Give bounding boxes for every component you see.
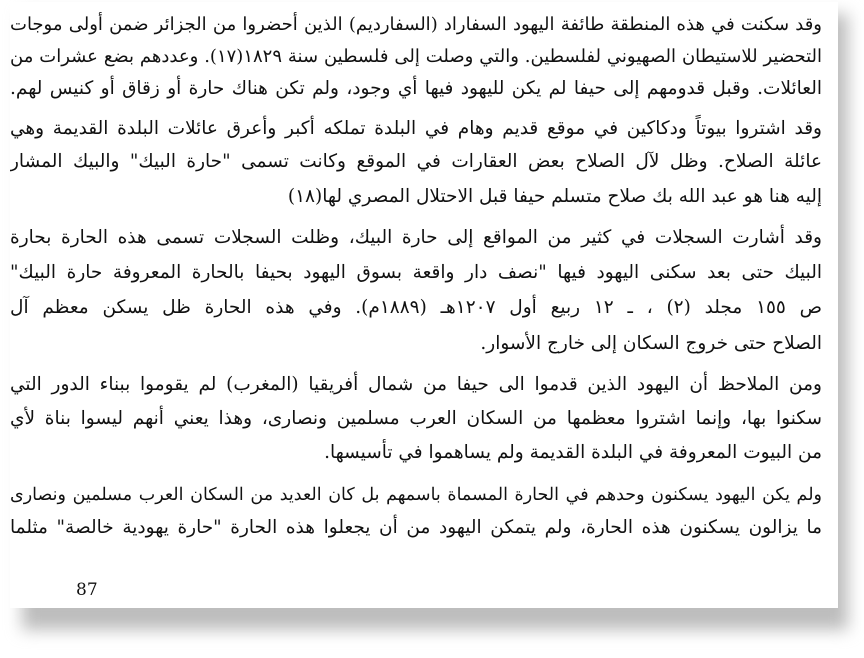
text-line-5: عائلة الصلاح. وظل لآل الصلاح بعض العقارات في الموقع وكانت تسمى "حارة البيك" والبيك المشار <box>10 151 822 172</box>
text-line-2: التحضير للاستيطان الصهيوني لفلسطين. والتي وصلت إلى فلسطين سنة ١٨٢٩(١٧). وعددهم بضع عشرات من <box>10 46 822 67</box>
text-line-14: ولم يكن اليهود يسكنون وحدهم في الحارة المسماة باسمهم بل كان العديد من السكان العرب مسلمين ونصارى <box>10 485 822 505</box>
text-line-1: وقد سكنت في هذه المنطقة طائفة اليهود السفاراد (السفارديم) الذين أحضروا من الجزائر ضمن أولى موجات <box>10 14 822 35</box>
text-line-11: ومن الملاحظ أن اليهود الذين قدموا الى حيفا من شمال أفريقيا (المغرب) لم يقوموا ببناء الدور التي <box>10 374 822 395</box>
text-line-10: الصلاح حتى خروج السكان إلى خارج الأسوار. <box>480 333 822 354</box>
text-line-4: وقد اشتروا بيوتاً ودكاكين في موقع قديم وهام في البلدة تملكه أكبر وأعرق عائلات البلدة القديمة وهي <box>10 118 822 139</box>
text-line-12: سكنوا بها، وإنما اشتروا معظمها من السكان العرب مسلمين ونصارى، وهذا يعني أنهم ليسوا بناة لأي <box>10 408 822 429</box>
text-line-13: من البيوت المعروفة في البلدة القديمة ولم يساهموا في تأسيسها. <box>324 442 822 463</box>
text-line-9: ص ١٥٥ مجلد (٢) ، ـ ١٢ ربيع أول ١٢٠٧هـ (١٨٨٩م). وفي هذه الحارة ظل يسكن معظم آل <box>10 297 823 318</box>
text-line-3: العائلات. وقبل قدومهم إلى حيفا لم يكن لليهود فيها أي وجود، ولم تكن هناك حارة أو زقاق أو كنيس لهم. <box>10 78 822 99</box>
text-line-15: ما يزالون يسكنون هذه الحارة، ولم يتمكن اليهود من أن يجعلوا هذه الحارة "حارة يهودية خالصة" مثلما <box>10 517 822 538</box>
text-line-6: إليه هنا هو عبد الله بك صلاح متسلم حيفا قبل الاحتلال المصري لها(١٨) <box>287 186 822 207</box>
text-line-8: البيك حتى بعد سكنى اليهود فيها "نصف دار واقعة بسوق اليهود بحيفا بالحارة المعروفة حارة البيك" <box>10 262 822 283</box>
page-number: 87 <box>76 580 98 600</box>
text-line-7: وقد أشارت السجلات في كثير من المواقع إلى حارة البيك، وظلت السجلات تسمى هذه الحارة بحارة <box>10 227 822 248</box>
document-page <box>10 2 838 608</box>
